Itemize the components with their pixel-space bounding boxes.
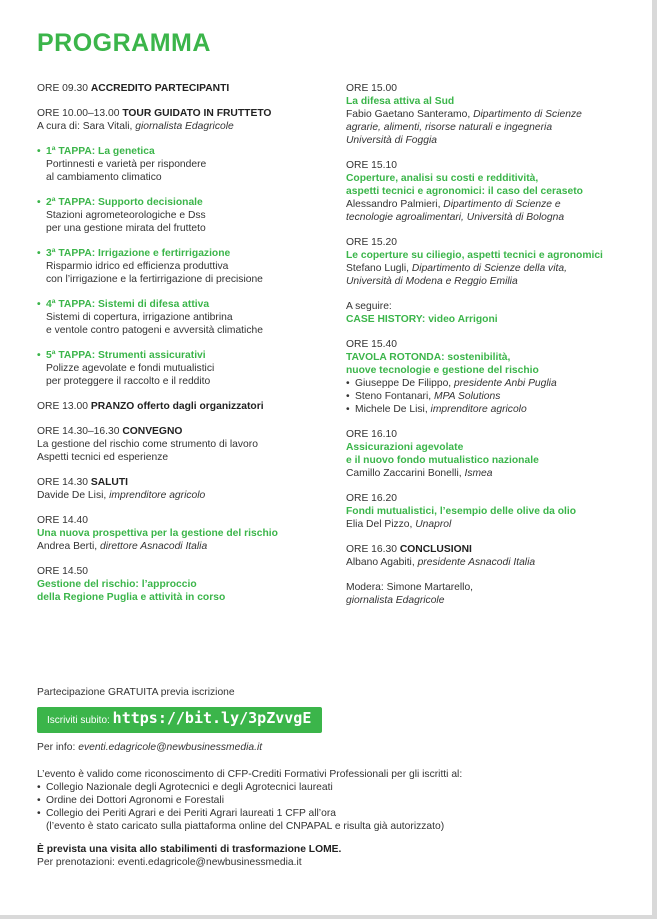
cfp-block bbox=[37, 768, 637, 833]
session-label: TOUR GUIDATO IN FRUTTETO bbox=[122, 108, 272, 119]
time: ORE 14.30 bbox=[37, 477, 88, 488]
stage-desc: per proteggere il raccolto e il reddito bbox=[46, 376, 211, 387]
talk-block bbox=[346, 428, 646, 480]
time: ORE 09.30 bbox=[37, 83, 88, 94]
accredito-block bbox=[37, 82, 327, 95]
session-label: PRANZO offerto dagli organizzatori bbox=[90, 401, 264, 412]
talk-title: Coperture, analisi su costi e redditività, bbox=[346, 173, 539, 184]
curator-role: giornalista Edagricole bbox=[135, 121, 234, 132]
speaker-role: Unaprol bbox=[415, 519, 452, 530]
talk-title: e il nuovo fondo mutualistico nazionale bbox=[346, 455, 539, 466]
speaker-role: tecnologie agroalimentari, Università di Bologna bbox=[346, 212, 565, 223]
round-table-block bbox=[346, 338, 646, 416]
talk-title: della Regione Puglia e attività in corso bbox=[37, 592, 226, 603]
time: ORE 13.00 bbox=[37, 401, 88, 412]
talk-title: Assicurazioni agevolate bbox=[346, 442, 464, 453]
cfp-note-text: (l’evento è stato caricato sulla piattaforma online del CNPAPAL e risulta già autorizzato) bbox=[46, 821, 445, 832]
stage-desc: Polizze agevolate e fondi mutualistici bbox=[46, 363, 215, 374]
speaker-name: Steno Fontanari, bbox=[355, 391, 434, 402]
stage-title: 1ª TAPPA: La genetica bbox=[46, 146, 155, 157]
stage-item bbox=[37, 298, 327, 337]
stage-title: 3ª TAPPA: Irrigazione e fertirrigazione bbox=[46, 248, 231, 259]
bullet-icon: • bbox=[37, 197, 41, 208]
speaker-name: Camillo Zaccarini Bonelli, bbox=[346, 468, 465, 479]
stage-title: 5ª TAPPA: Strumenti assicurativi bbox=[46, 350, 206, 361]
stage-desc: per una gestione mirata del frutteto bbox=[46, 223, 206, 234]
stage-desc: e ventole contro patogeni e avversità climatiche bbox=[46, 325, 263, 336]
speaker-role: Dipartimento di Scienze bbox=[473, 109, 582, 120]
stage-desc: Portinnesti e varietà per rispondere bbox=[46, 159, 207, 170]
conclusioni-block bbox=[346, 543, 646, 569]
stage-title: 4ª TAPPA: Sistemi di difesa attiva bbox=[46, 299, 210, 310]
page-edge-right bbox=[652, 0, 657, 919]
speaker-role: MPA Solutions bbox=[434, 391, 501, 402]
cfp-item bbox=[37, 794, 637, 807]
moderator-block bbox=[346, 581, 646, 607]
speaker-name: Alessandro Palmieri, bbox=[346, 199, 444, 210]
panel-item bbox=[346, 377, 646, 390]
session-desc: La gestione del rischio come strumento di lavoro bbox=[37, 439, 258, 450]
bullet-icon: • bbox=[37, 350, 41, 361]
speaker-role: Dipartimento di Scienze della vita, bbox=[411, 263, 567, 274]
time: ORE 10.00–13.00 bbox=[37, 108, 120, 119]
pranzo-block bbox=[37, 400, 327, 413]
talk-title: Gestione del rischio: l’approccio bbox=[37, 579, 197, 590]
cfp-item bbox=[37, 807, 637, 820]
bullet-icon: • bbox=[346, 404, 350, 415]
speaker-role: imprenditore agricolo bbox=[109, 490, 206, 501]
speaker-name: Fabio Gaetano Santeramo, bbox=[346, 109, 474, 120]
talk-block bbox=[37, 514, 327, 553]
speaker-role: agrarie, alimenti, risorse naturali e ingegneria bbox=[346, 122, 553, 133]
session-label: CONCLUSIONI bbox=[399, 544, 472, 555]
talk-block bbox=[346, 82, 646, 147]
stage-item bbox=[37, 196, 327, 235]
talk-title: La difesa attiva al Sud bbox=[346, 96, 455, 107]
cfp-note bbox=[37, 820, 637, 833]
time: ORE 15.40 bbox=[346, 339, 397, 350]
bullet-icon: • bbox=[346, 391, 350, 402]
time: ORE 16.10 bbox=[346, 429, 397, 440]
time: ORE 14.50 bbox=[37, 566, 88, 577]
speaker-role: direttore Asnacodi Italia bbox=[99, 541, 208, 552]
speaker-role: presidente Anbi Puglia bbox=[454, 378, 557, 389]
talk-title: Le coperture su ciliegio, aspetti tecnici e agronomici bbox=[346, 250, 603, 261]
time: ORE 16.30 bbox=[346, 544, 397, 555]
convegno-block bbox=[37, 425, 327, 464]
speaker-name: Giuseppe De Filippo, bbox=[355, 378, 455, 389]
page-title: PROGRAMMA bbox=[37, 29, 211, 57]
bullet-icon: • bbox=[37, 808, 41, 819]
booking-info: Per prenotazioni: eventi.edagricole@newbusinessmedia.it bbox=[37, 857, 302, 868]
talk-title: nuove tecnologie e gestione del rischio bbox=[346, 365, 539, 376]
bullet-icon: • bbox=[37, 795, 41, 806]
speaker-role: imprenditore agricolo bbox=[430, 404, 527, 415]
bullet-icon: • bbox=[37, 146, 41, 157]
time: ORE 16.20 bbox=[346, 493, 397, 504]
time: ORE 14.40 bbox=[37, 515, 88, 526]
session-label: SALUTI bbox=[90, 477, 129, 488]
cfp-item-text: Collegio Nazionale degli Agrotecnici e degli Agrotecnici laureati bbox=[46, 782, 333, 793]
page-edge-bottom bbox=[0, 915, 657, 919]
registration-section bbox=[37, 686, 637, 869]
stage-desc: al cambiamento climatico bbox=[46, 172, 162, 183]
register-label: Iscriviti subito: bbox=[47, 715, 110, 726]
session-label: CONVEGNO bbox=[122, 426, 183, 437]
time: ORE 15.00 bbox=[346, 83, 397, 94]
speaker-name: Michele De Lisi, bbox=[355, 404, 431, 415]
tour-block bbox=[37, 107, 327, 133]
time: ORE 14.30–16.30 bbox=[37, 426, 120, 437]
speaker-name: Andrea Berti, bbox=[37, 541, 100, 552]
bullet-icon: • bbox=[37, 299, 41, 310]
program-left-column bbox=[37, 82, 327, 616]
time: ORE 15.10 bbox=[346, 160, 397, 171]
speaker-name: Elia Del Pizzo, bbox=[346, 519, 416, 530]
info-email-link[interactable]: eventi.edagricole@newbusinessmedia.it bbox=[78, 742, 263, 753]
visit-block bbox=[37, 843, 637, 869]
cfp-item-text: Collegio dei Periti Agrari e dei Periti Agrari laureati 1 CFP all’ora bbox=[46, 808, 336, 819]
speaker-name: Davide De Lisi, bbox=[37, 490, 110, 501]
moderator-name: Modera: Simone Martarello, bbox=[346, 582, 474, 593]
talk-title: aspetti tecnici e agronomici: il caso del ceraseto bbox=[346, 186, 583, 197]
talk-block bbox=[346, 236, 646, 288]
stage-item bbox=[37, 145, 327, 184]
moderator-role: giornalista Edagricole bbox=[346, 595, 445, 606]
session-desc: Aspetti tecnici ed esperienze bbox=[37, 452, 169, 463]
time: ORE 15.20 bbox=[346, 237, 397, 248]
talk-block bbox=[346, 159, 646, 224]
session-label: ACCREDITO PARTECIPANTI bbox=[90, 83, 230, 94]
talk-title: Una nuova prospettiva per la gestione del rischio bbox=[37, 528, 278, 539]
talk-title: Fondi mutualistici, l’esempio delle olive da olio bbox=[346, 506, 577, 517]
cfp-intro: L’evento è valido come riconoscimento di CFP-Crediti Formativi Professionali per gli iscritti al: bbox=[37, 769, 463, 780]
case-history-block bbox=[346, 300, 646, 326]
speaker-role: Dipartimento di Scienze e bbox=[443, 199, 561, 210]
stage-item bbox=[37, 247, 327, 286]
talk-block bbox=[37, 565, 327, 604]
stage-item bbox=[37, 349, 327, 388]
speaker-role: Università di Foggia bbox=[346, 135, 437, 146]
info-label: Per info: bbox=[37, 742, 79, 753]
stage-desc: Risparmio idrico ed efficienza produttiva bbox=[46, 261, 229, 272]
stage-desc: Sistemi di copertura, irrigazione antibrina bbox=[46, 312, 233, 323]
cfp-item-text: Ordine dei Dottori Agronomi e Forestali bbox=[46, 795, 224, 806]
talk-title: CASE HISTORY: video Arrigoni bbox=[346, 314, 498, 325]
stage-desc: con l’irrigazione e la fertirrigazione di precisione bbox=[46, 274, 263, 285]
talk-block bbox=[346, 492, 646, 531]
saluti-block bbox=[37, 476, 327, 502]
panel-item bbox=[346, 403, 646, 416]
stage-desc: Stazioni agrometeorologiche e Dss bbox=[46, 210, 206, 221]
stage-title: 2ª TAPPA: Supporto decisionale bbox=[46, 197, 203, 208]
panel-item bbox=[346, 390, 646, 403]
bullet-icon: • bbox=[37, 248, 41, 259]
speaker-role: Università di Modena e Reggio Emilia bbox=[346, 276, 518, 287]
speaker-role: presidente Asnacodi Italia bbox=[417, 557, 536, 568]
cfp-item bbox=[37, 781, 637, 794]
curator: A cura di: Sara Vitali, bbox=[37, 121, 136, 132]
label: A seguire: bbox=[346, 301, 392, 312]
bullet-icon: • bbox=[37, 782, 41, 793]
register-button[interactable] bbox=[37, 707, 322, 733]
speaker-role: Ismea bbox=[464, 468, 493, 479]
free-participation: Partecipazione GRATUITA previa iscrizione bbox=[37, 687, 235, 698]
register-link[interactable]: https://bit.ly/3pZvvgE bbox=[112, 709, 312, 727]
talk-title: TAVOLA ROTONDA: sostenibilità, bbox=[346, 352, 511, 363]
visit-notice: È prevista una visita allo stabilimenti di trasformazione LOME. bbox=[37, 844, 342, 855]
speaker-name: Stefano Lugli, bbox=[346, 263, 412, 274]
program-right-column bbox=[346, 82, 646, 619]
bullet-icon: • bbox=[346, 378, 350, 389]
speaker-name: Albano Agabiti, bbox=[346, 557, 418, 568]
